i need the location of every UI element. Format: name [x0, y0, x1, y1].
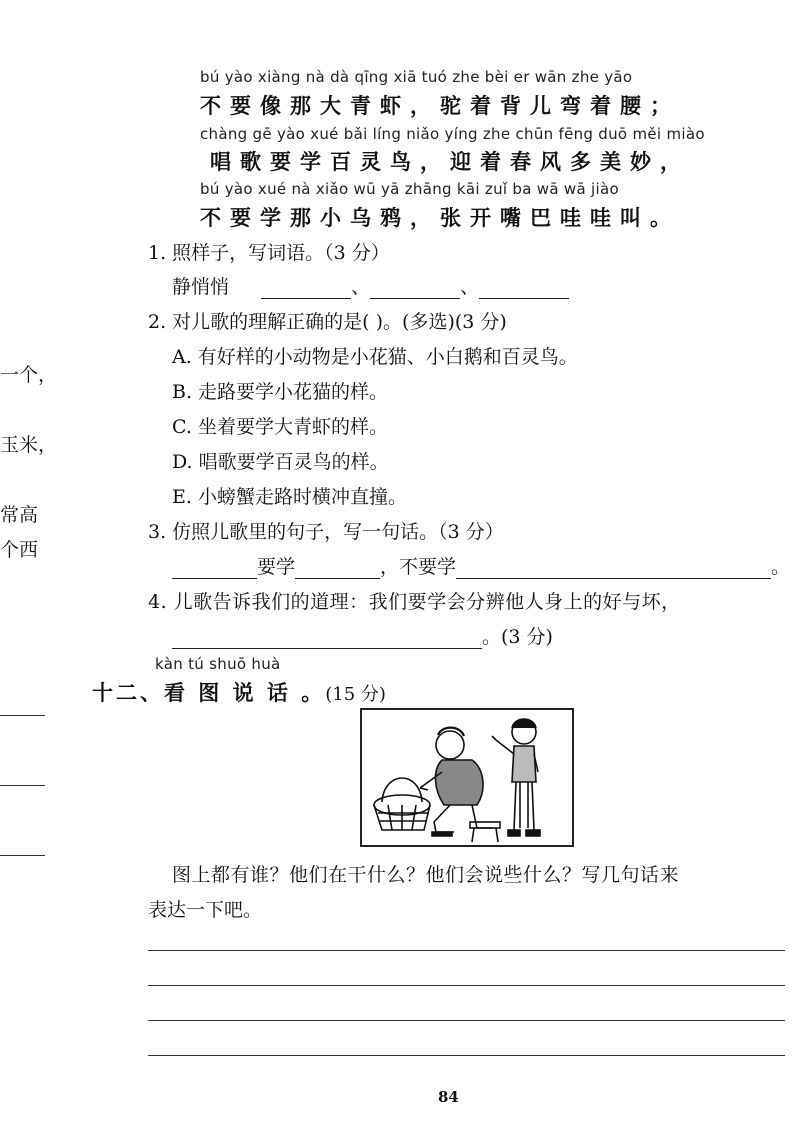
- question-4-blank[interactable]: [172, 628, 482, 649]
- question-2: 2. 对儿歌的理解正确的是( )。(多选)(3 分): [148, 311, 507, 333]
- question-2-option-b[interactable]: B. 走路要学小花猫的样。: [172, 381, 389, 403]
- question-3-answer-row: [172, 552, 790, 579]
- question-3-blank-2[interactable]: [295, 558, 380, 579]
- section-12-prompt-line-2: 表达一下吧。: [148, 899, 263, 921]
- left-fragment-4: 个西: [0, 539, 39, 561]
- question-3-end: 。: [771, 556, 791, 578]
- question-3-blank-3[interactable]: [456, 558, 771, 579]
- question-2-option-d[interactable]: D. 唱歌要学百灵鸟的样。: [172, 451, 389, 473]
- poem-line-1-text: 不要像那大青虾，驼着背儿弯着腰；: [200, 93, 680, 118]
- question-3: 3. 仿照儿歌里的句子，写一句话。（3 分）: [148, 521, 504, 543]
- question-1: 1. 照样子，写词语。（3 分）: [148, 242, 390, 264]
- writing-line-3[interactable]: [148, 1020, 785, 1021]
- left-fragment-2: 玉米，: [0, 434, 58, 456]
- left-answer-line-1: [0, 715, 45, 716]
- question-2-option-e[interactable]: E. 小螃蟹走路时横冲直撞。: [172, 486, 407, 508]
- section-12-title: 十二、看 图 说 话 。: [92, 680, 326, 705]
- grandparent-child-illustration: [362, 710, 572, 845]
- left-fragment-3: 常高: [0, 504, 39, 526]
- question-1-blank-2[interactable]: [370, 278, 460, 299]
- section-12-pinyin: kàn tú shuō huà: [155, 655, 281, 673]
- poem-line-3-text: 不要学那小乌鸦，张开嘴巴哇哇叫。: [200, 205, 680, 230]
- poem-line-1-pinyin: bú yào xiàng nà dà qīng xiā tuó zhe bèi er wān zhe yāo: [200, 68, 633, 86]
- poem-line-3-pinyin: bú yào xué nà xiǎo wū yā zhāng kāi zuǐ ba wā wā jiào: [200, 180, 619, 198]
- left-answer-line-3: [0, 855, 45, 856]
- question-2-option-c[interactable]: C. 坐着要学大青虾的样。: [172, 416, 388, 438]
- question-1-answer-row: [172, 272, 569, 299]
- page-number: 84: [438, 1088, 459, 1106]
- question-1-blank-1[interactable]: [261, 278, 351, 299]
- question-4: 4. 儿歌告诉我们的道理：我们要学会分辨他人身上的好与坏，: [148, 591, 681, 613]
- question-4-answer-row: [172, 622, 553, 649]
- question-3-blank-1[interactable]: [172, 558, 257, 579]
- question-2-option-a[interactable]: A. 有好样的小动物是小花猫、小白鹅和百灵鸟。: [172, 346, 578, 368]
- section-12-illustration: [360, 708, 574, 847]
- question-1-blank-3[interactable]: [479, 278, 569, 299]
- question-4-end: 。(3 分): [482, 626, 553, 648]
- section-12-prompt-line-1: 图上都有谁？他们在干什么？他们会说些什么？写几句话来: [172, 864, 680, 886]
- question-3-part-2: ，不要学: [380, 556, 457, 578]
- poem-line-2-text: 唱歌要学百灵鸟，迎着春风多美妙，: [210, 149, 690, 174]
- writing-line-4[interactable]: [148, 1055, 785, 1056]
- poem-line-2-pinyin: chàng gē yào xué bǎi líng niǎo yíng zhe chūn fēng duō měi miào: [200, 125, 705, 143]
- left-answer-line-2: [0, 785, 45, 786]
- section-12-heading: [92, 677, 386, 707]
- question-1-separator-1: 、: [351, 276, 371, 298]
- question-3-part-1: 要学: [257, 556, 296, 578]
- question-1-separator-2: 、: [460, 276, 480, 298]
- writing-line-1[interactable]: [148, 950, 785, 951]
- writing-line-2[interactable]: [148, 985, 785, 986]
- left-fragment-1: 一个，: [0, 364, 58, 386]
- section-12-score: (15 分): [325, 684, 386, 705]
- question-1-example: 静悄悄: [172, 276, 230, 298]
